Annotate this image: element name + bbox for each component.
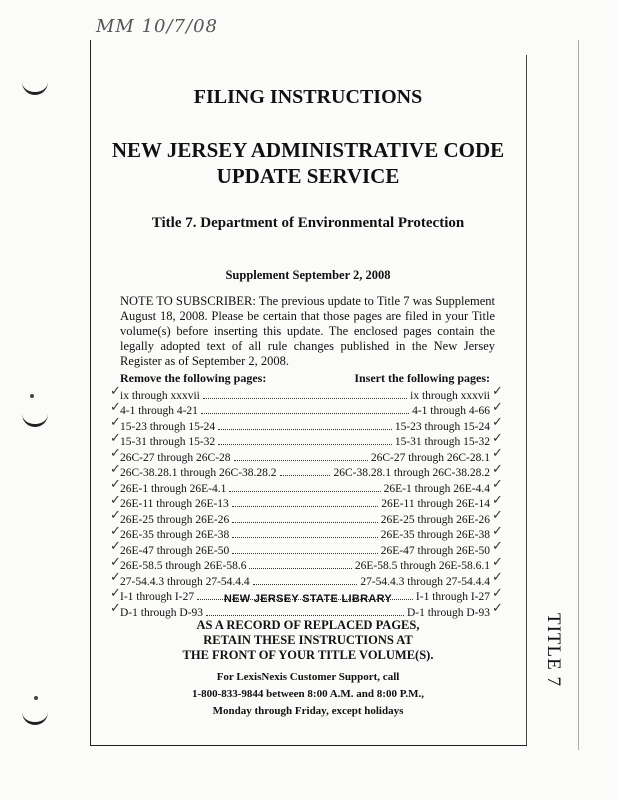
remove-pages: 27-54.4.3 through 27-54.4.4 [120, 575, 250, 588]
filing-instructions-title: FILING INSTRUCTIONS [193, 86, 423, 108]
insert-pages: 26E-25 through 26E-26 [380, 513, 490, 526]
dot-leader [218, 429, 392, 430]
table-row [120, 526, 490, 542]
check-mark-icon: ✓ [492, 553, 503, 569]
insert-pages: D-1 through D-93 [406, 606, 490, 619]
check-mark-icon: ✓ [492, 569, 503, 584]
check-mark-icon: ✓ [492, 445, 503, 460]
supplement-date: Supplement September 2, 2008 [225, 268, 391, 282]
table-row [120, 386, 490, 402]
check-mark-icon: ✓ [492, 429, 503, 445]
table-row [120, 479, 490, 495]
check-mark-icon: ✓ [110, 398, 121, 414]
check-mark-icon: ✓ [492, 507, 503, 522]
tab-edge-rule [578, 40, 579, 750]
table-row [120, 510, 490, 526]
record-line2: RETAIN THESE INSTRUCTIONS AT [203, 633, 413, 647]
remove-pages: 26C-38.28.1 through 26C-38.28.2 [120, 467, 277, 479]
note-to-subscriber: NOTE TO SUBSCRIBER: The previous update to Title 7 was Supplement August 18, 2008. Please be certain that those pages are filed in your Title volume(s) before inserting this update. The enclosed pages contain the legally adopted text of all rule changes published in the New Jersey Register as of September 2, 2008. [120, 294, 495, 368]
check-mark-icon: ✓ [492, 491, 503, 507]
remove-pages: D-1 through D-93 [120, 606, 204, 619]
remove-pages: 26E-1 through 26E-4.1 [120, 482, 227, 495]
pages-list-header [120, 371, 490, 386]
check-mark-icon: ✓ [110, 460, 121, 476]
remove-pages: 26E-11 through 26E-13 [120, 498, 229, 510]
insert-pages: I-1 through I-27 [415, 591, 490, 603]
dot-leader [249, 568, 351, 569]
check-mark-icon: ✓ [110, 584, 121, 600]
insert-pages: 4-1 through 4-66 [412, 405, 490, 417]
remove-pages: 15-31 through 15-32 [120, 436, 216, 448]
insert-pages: 26E-1 through 26E-4.4 [383, 482, 490, 495]
support-line3: Monday through Friday, except holidays [212, 705, 404, 717]
record-instructions [90, 618, 526, 663]
table-row [120, 417, 490, 433]
binder-hole-icon [22, 78, 48, 95]
check-mark-icon: ✓ [492, 584, 503, 600]
dot-leader [206, 615, 404, 616]
speck-icon [30, 394, 34, 398]
library-stamp: NEW JERSEY STATE LIBRARY [223, 593, 393, 605]
handwritten-note: MM 10/7/08 [96, 16, 218, 37]
remove-pages: 26E-58.5 through 26E-58.6 [120, 560, 247, 572]
dot-leader [232, 522, 378, 523]
dot-leader [203, 398, 407, 399]
insert-pages: 26E-47 through 26E-50 [380, 544, 490, 557]
code-title-line1: NEW JERSEY ADMINISTRATIVE CODE [111, 138, 505, 162]
check-mark-icon: ✓ [492, 460, 503, 476]
dot-leader [280, 475, 331, 476]
table-row [120, 448, 490, 464]
dot-leader [201, 413, 409, 414]
check-mark-icon: ✓ [110, 538, 121, 553]
check-mark-icon: ✓ [110, 600, 121, 615]
check-mark-icon: ✓ [110, 429, 121, 445]
margin-rule [526, 55, 527, 745]
subject-heading: Title 7. Department of Environmental Protection [151, 215, 465, 231]
check-mark-icon: ✓ [492, 522, 503, 538]
remove-pages: ix through xxxvii [120, 389, 200, 402]
remove-pages: 26E-47 through 26E-50 [120, 544, 230, 557]
check-mark-icon: ✓ [110, 476, 121, 491]
check-mark-icon: ✓ [110, 569, 121, 584]
remove-pages: 4-1 through 4-21 [120, 405, 198, 417]
check-mark-icon: ✓ [492, 476, 503, 491]
dot-leader [229, 491, 380, 492]
support-line2: 1-800-833-9844 between 8:00 A.M. and 8:00 P.M., [191, 688, 425, 700]
remove-pages: I-1 through I-27 [120, 591, 195, 603]
check-mark-icon: ✓ [492, 600, 503, 615]
check-mark-icon: ✓ [110, 414, 121, 429]
dot-leader [232, 537, 378, 538]
title-tab [528, 600, 578, 700]
insert-pages: 26E-11 through 26E-14 [381, 498, 490, 510]
check-mark-icon: ✓ [110, 553, 121, 569]
check-mark-icon: ✓ [492, 383, 503, 398]
check-mark-icon: ✓ [110, 522, 121, 538]
remove-pages: 26E-35 through 26E-38 [120, 529, 230, 541]
code-title-line2: UPDATE SERVICE [216, 164, 400, 188]
dot-leader [234, 460, 368, 461]
support-line1: For LexisNexis Customer Support, call [216, 671, 400, 683]
customer-support [90, 669, 526, 720]
table-row [120, 402, 490, 418]
pages-table [120, 386, 490, 619]
check-mark-icon: ✓ [492, 538, 503, 553]
remove-pages: 26E-25 through 26E-26 [120, 513, 230, 526]
check-mark-icon: ✓ [110, 507, 121, 522]
remove-pages: 26C-27 through 26C-28 [120, 451, 231, 464]
table-row [120, 557, 490, 573]
table-row [120, 495, 490, 511]
insert-pages: 26C-38.28.1 through 26C-38.28.2 [333, 467, 490, 479]
insert-pages: 26C-27 through 26C-28.1 [370, 451, 490, 464]
check-mark-icon: ✓ [110, 383, 121, 398]
record-line3: THE FRONT OF YOUR TITLE VOLUME(S). [182, 648, 434, 662]
binder-hole-icon [22, 708, 48, 725]
table-row [120, 464, 490, 480]
title-tab-label: TITLE 7 [543, 612, 565, 688]
check-mark-icon: ✓ [492, 398, 503, 414]
insert-heading: Insert the following pages: [354, 371, 490, 385]
check-mark-icon: ✓ [110, 491, 121, 507]
record-line1: AS A RECORD OF REPLACED PAGES, [196, 618, 420, 632]
dot-leader [253, 584, 358, 585]
speck-icon [34, 696, 38, 700]
insert-pages: 26E-58.5 through 26E-58.6.1 [354, 560, 490, 572]
insert-pages: 15-31 through 15-32 [394, 436, 490, 448]
dot-leader [232, 506, 378, 507]
insert-pages: 27-54.4.3 through 27-54.4.4 [360, 575, 490, 588]
dot-leader [218, 444, 392, 445]
check-mark-icon: ✓ [110, 445, 121, 460]
remove-heading: Remove the following pages: [120, 371, 267, 385]
code-title [90, 137, 526, 189]
binder-hole-icon [22, 410, 48, 427]
table-row [120, 433, 490, 449]
insert-pages: 15-23 through 15-24 [394, 420, 490, 433]
table-row [120, 603, 490, 619]
dot-leader [232, 553, 378, 554]
insert-pages: ix through xxxvii [410, 389, 490, 402]
table-row [120, 541, 490, 557]
check-mark-icon: ✓ [492, 414, 503, 429]
table-row [120, 572, 490, 588]
remove-pages: 15-23 through 15-24 [120, 420, 216, 433]
insert-pages: 26E-35 through 26E-38 [380, 529, 490, 541]
